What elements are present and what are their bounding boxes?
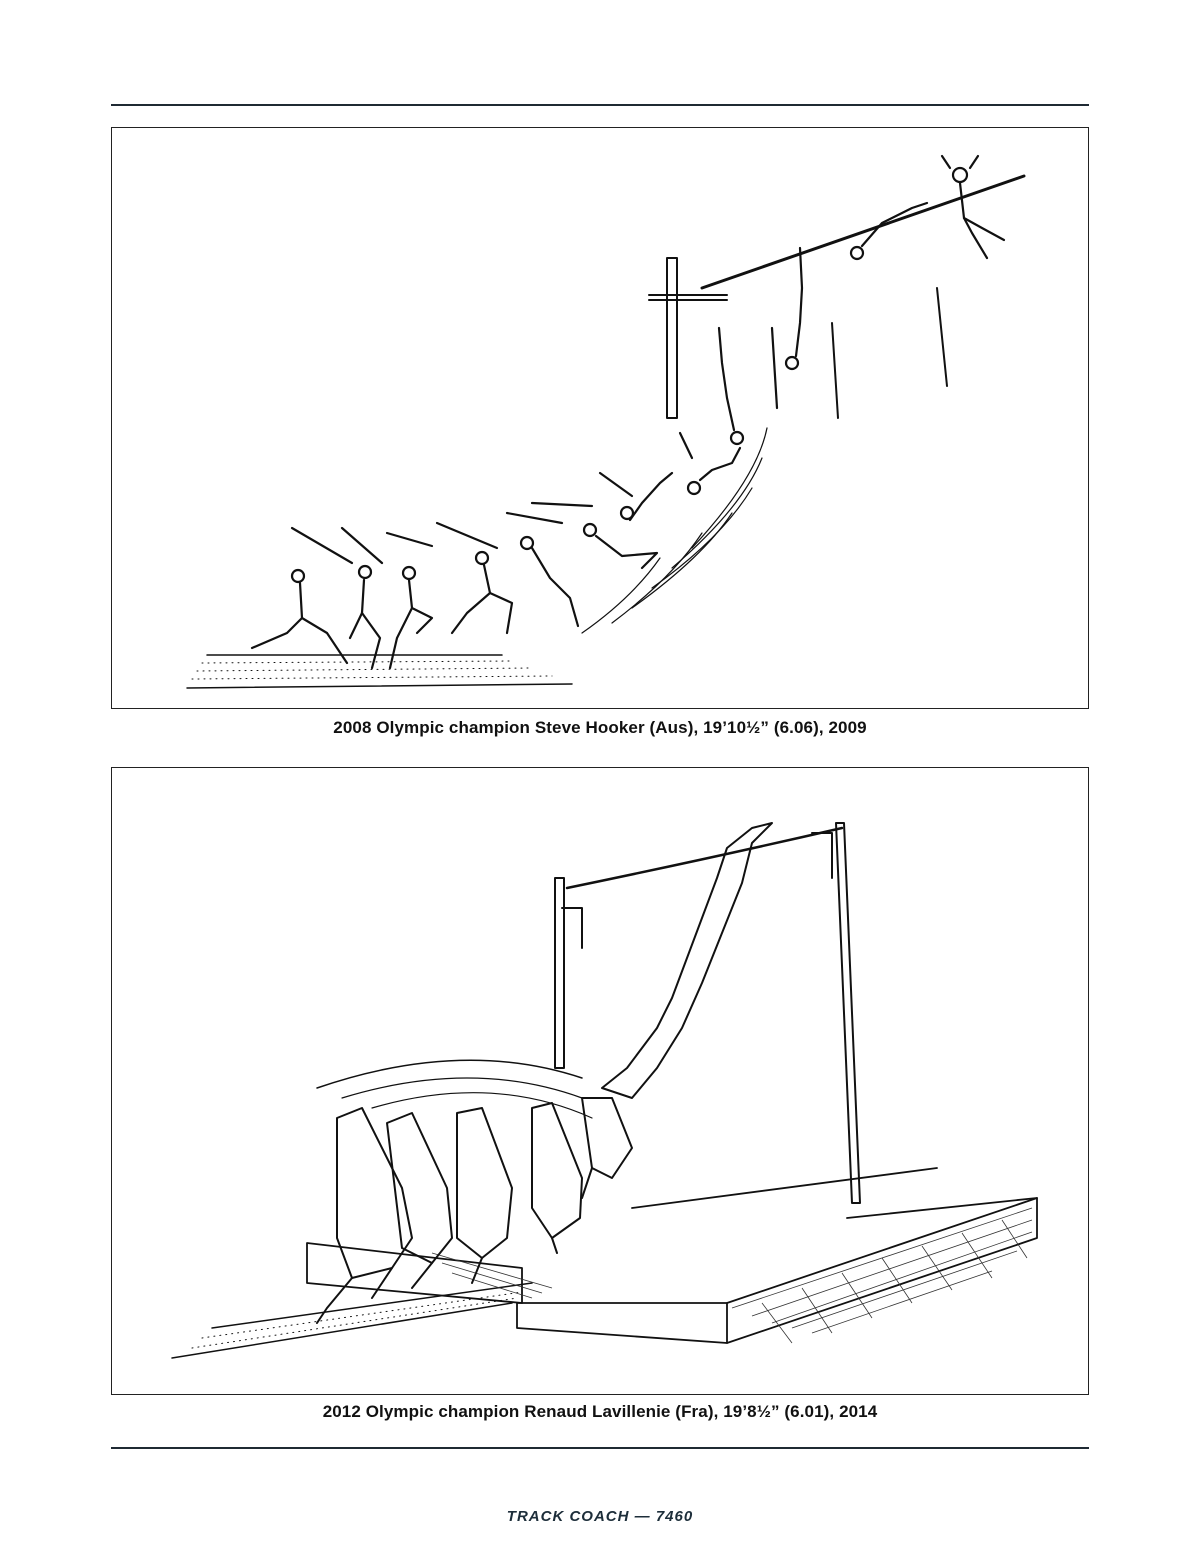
runway xyxy=(172,1283,532,1358)
page-footer xyxy=(111,1508,1089,1525)
figure-lavillenie-sequence xyxy=(111,767,1089,1395)
pole-bend-arcs xyxy=(582,428,767,633)
vaulter-legs xyxy=(317,1168,592,1323)
footer-separator: — xyxy=(634,1508,651,1525)
bottom-rule xyxy=(111,1447,1089,1449)
crossbar xyxy=(702,176,1024,288)
top-rule xyxy=(111,104,1089,106)
page-number: 7460 xyxy=(655,1508,694,1525)
vaulter-sequence xyxy=(252,156,1004,668)
crossbar xyxy=(567,828,842,888)
figure-caption: 2008 Olympic champion Steve Hooker (Aus), 19’10½” (6.06), 2009 xyxy=(333,718,867,737)
hooker-drawing xyxy=(112,128,1088,708)
figure-caption: 2012 Olympic champion Renaud Lavillenie (Fra), 19’8½” (6.01), 2014 xyxy=(322,1402,878,1421)
figure-hooker-sequence xyxy=(111,127,1089,709)
pole-arc xyxy=(317,1060,582,1088)
publication-name: TRACK COACH xyxy=(506,1508,630,1525)
runway xyxy=(187,655,572,688)
lavillenie-drawing xyxy=(112,768,1088,1394)
